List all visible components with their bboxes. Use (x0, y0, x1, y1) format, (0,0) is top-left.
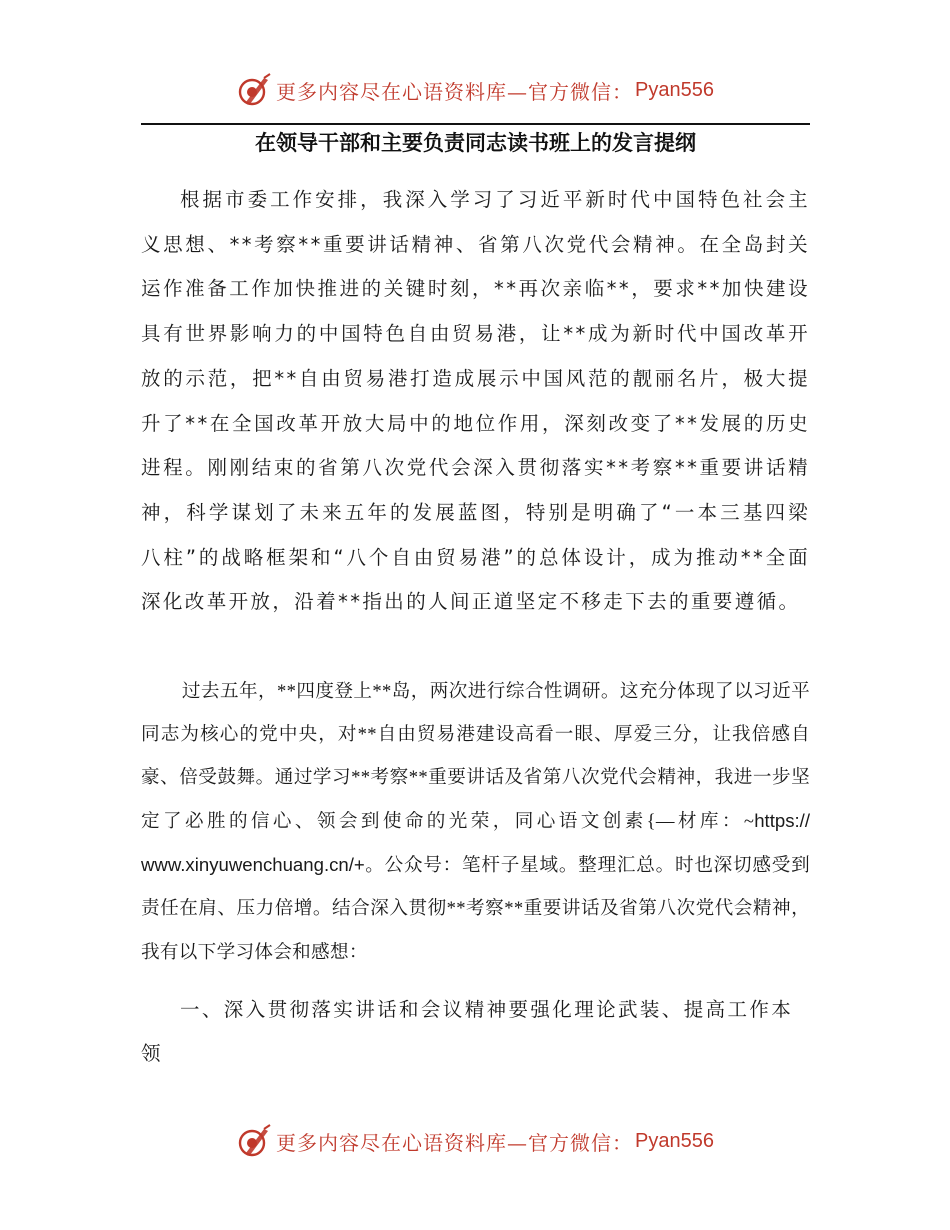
header-banner (0, 70, 950, 110)
banner-text: 更多内容尽在心语资料库—官方微信： (276, 1130, 634, 1155)
paragraph-2-text-a: 过去五年，**四度登上**岛，两次进行综合性调研。这充分体现了以习近平同志为核心的党中央，对**自由贸易港建设高看一眼、厚爱三分，让我倍感自豪、倍受鼓舞。通过学习**考察**重要讲话及省第八次党代会精神，我进一步坚定了必胜的信心、领会到使命的光荣，同心语文创素{—材库：~ (141, 681, 810, 833)
body-paragraph-2 (141, 670, 810, 974)
quill-pen-logo-icon (236, 72, 272, 108)
footer-banner (0, 1121, 950, 1161)
header-divider (141, 123, 810, 125)
source-url-part-2: www.xinyuwenchuang.cn/+ (141, 854, 365, 876)
section-heading-1: 一、深入贯彻落实讲话和会议精神要强化理论武装、提高工作本领 (141, 998, 794, 1065)
paragraph-2-text-b: 。公众号：笔杆子星域。整理汇总。时也深切感受到责任在肩、压力倍增。结合深入贯彻**考察**重要讲话及省第八次党代会精神，我有以下学习体会和感想： (141, 855, 810, 963)
body-paragraph-1: 根据市委工作安排，我深入学习了习近平新时代中国特色社会主义思想、**考察**重要讲话精神、省第八次党代会精神。在全岛封关运作准备工作加快推进的关键时刻，**再次亲临**，要求**加快建设具有世界影响力的中国特色自由贸易港，让**成为新时代中国改革开放的示范，把**自由贸易港打造成展示中国风范的靓丽名片，极大提升了**在全国改革开放大局中的地位作用，深刻改变了**发展的历史进程。刚刚结束的省第八次党代会深入贯彻落实**考察**重要讲话精神，科学谋划了未来五年的发展蓝图，特别是明确了“一本三基四梁八柱”的战略框架和“八个自由贸易港”的总体设计，成为推动**全面深化改革开放，沿着**指出的人间正道坚定不移走下去的重要遵循。 (141, 188, 810, 614)
quill-pen-logo-icon (236, 1123, 272, 1159)
page-title: 在领导干部和主要负责同志读书班上的发言提纲 (255, 131, 696, 155)
banner-text: 更多内容尽在心语资料库—官方微信： (276, 79, 634, 104)
banner-wechat-id: Pyan556 (635, 78, 714, 101)
banner-wechat-id: Pyan556 (635, 1129, 714, 1152)
source-url-part-1: https:// (754, 810, 810, 832)
